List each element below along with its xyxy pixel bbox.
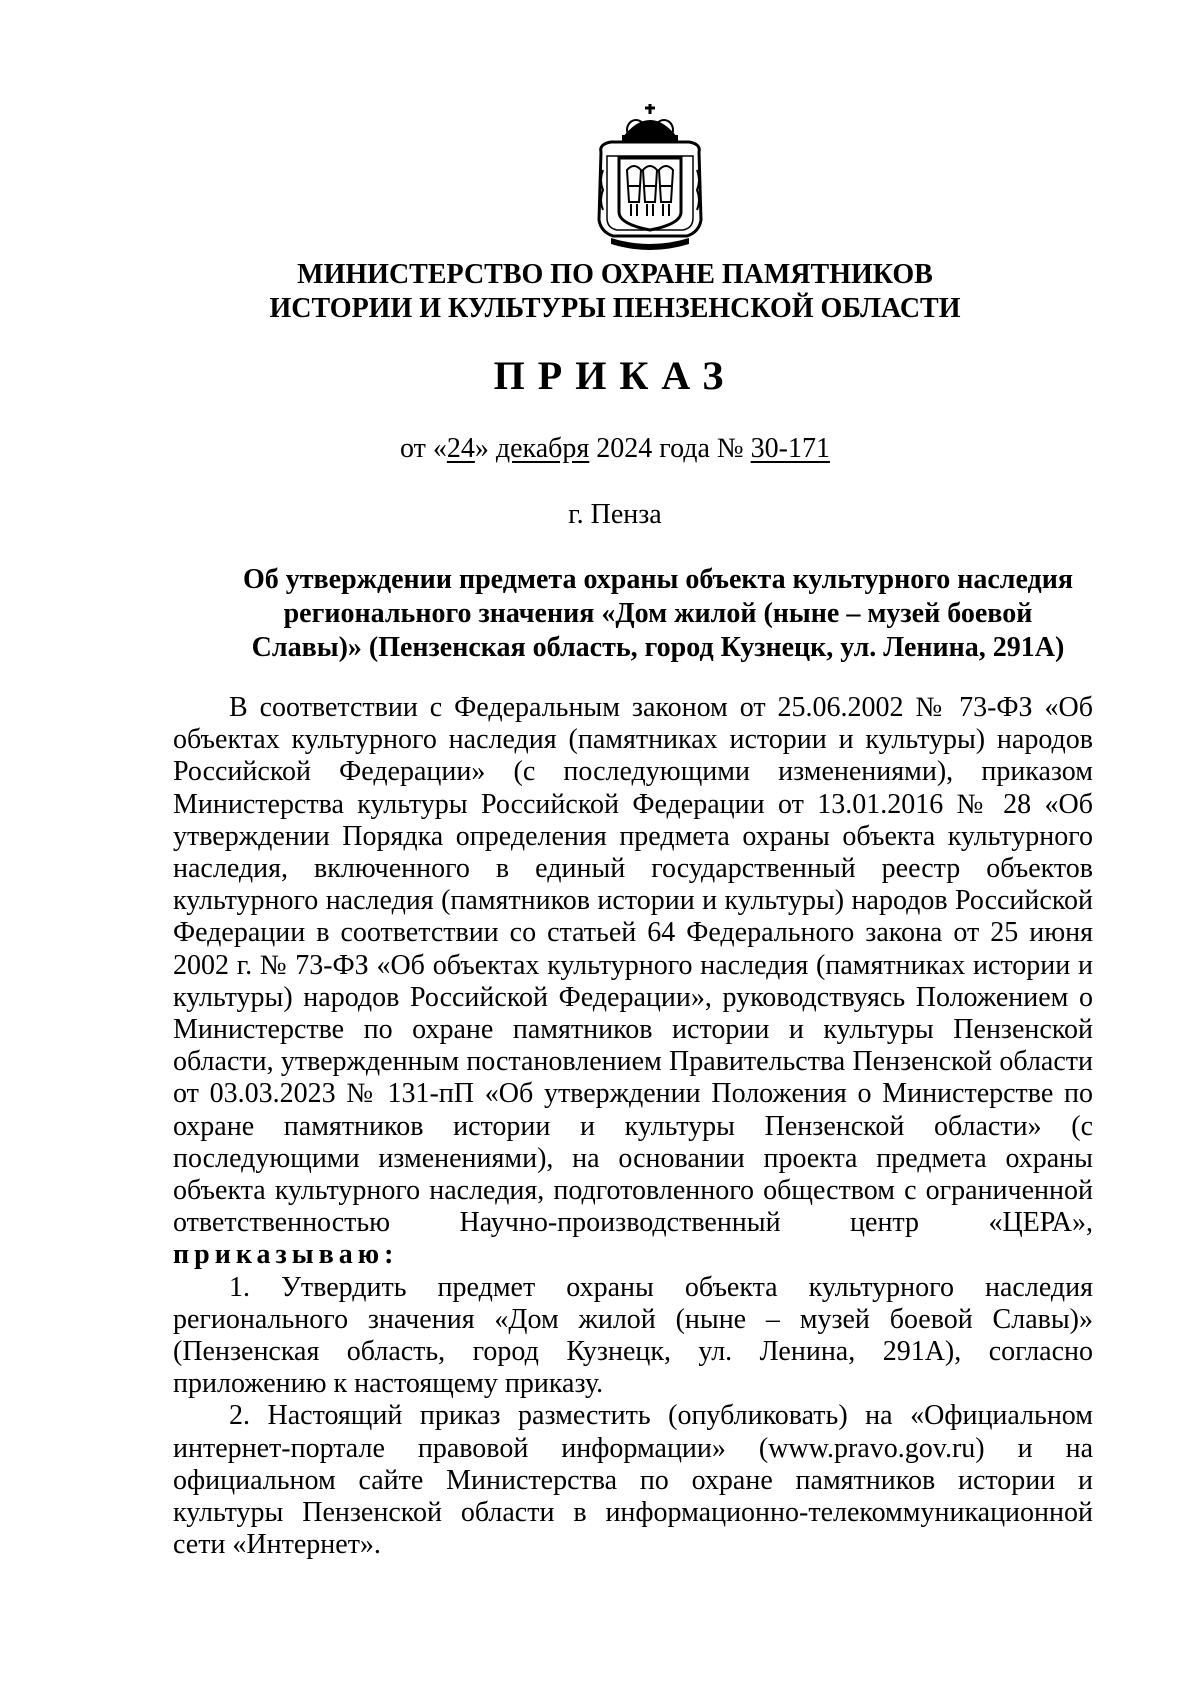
document-city: г. Пенза	[568, 499, 662, 530]
order-word: приказываю:	[173, 1239, 399, 1271]
preamble-text: В соответствии с Федеральным законом от 25.06.2002 № 73-ФЗ «Об объектах культурного наследия (памятниках истории и культуры) народов Российской Федерации» (с последующими изменениями), приказом Министерства культуры Российской Федерации от 13.01.2016 № 28 «Об утверждении Порядка определения предмета охраны объекта культурного наследия, включенного в единый государственный реестр объектов культурного наследия (памятников истории и культуры) народов Российской Федерации в соответствии со статьей 64 Федерального закона от 25 июня 2002 г. № 73-ФЗ «Об объектах культурного наследия (памятниках истории и культуры) народов Российской Федерации», руководствуясь Положением о Министерстве по охране памятников истории и культуры Пензенской области, утвержденным постановлением Правительства Пензенской области от 03.03.2023 № 131-пП «Об утверждении Положения о Министерстве по охране памятников истории и культуры Пензенской области» (с последующими изменениями), на основании проекта предмета охраны объекта культурного наследия, подготовленного обществом с ограниченной ответственностью Научно-производственный центр «ЦЕРА»,	[173, 692, 1093, 1239]
order-item-1: 1. Утвердить предмет охраны объекта культурного наследия регионального значения «Дом жилой (ныне – музей боевой Славы)» (Пензенская область, город Кузнецк, ул. Ленина, 291А), согласно приложению к настоящему приказу.	[173, 1271, 1093, 1400]
ministry-name-line2: ИСТОРИИ И КУЛЬТУРЫ ПЕНЗЕНСКОЙ ОБЛАСТИ	[269, 293, 961, 324]
ministry-name-line1: МИНИСТЕРСТВО ПО ОХРАНЕ ПАМЯТНИКОВ	[297, 259, 933, 290]
ministry-name	[0, 258, 1200, 326]
date-day: 24	[446, 433, 475, 464]
preamble-paragraph	[173, 692, 1093, 1272]
document-number: 30-171	[750, 433, 830, 464]
date-month: декабря	[495, 433, 590, 464]
document-date-number	[0, 432, 1200, 466]
date-year: 2024 года №	[589, 433, 751, 464]
order-item-2: 2. Настоящий приказ разместить (опубликовать) на «Официальном интернет-портале правовой информации» (www.pravo.gov.ru) и на официальном сайте Министерства по охране памятников истории и культуры Пензенской области в информационно-телекоммуникационной сети «Интернет».	[173, 1400, 1093, 1561]
date-sep: »	[474, 433, 496, 464]
document-body	[173, 692, 1093, 1561]
document-subject: Об утверждении предмета охраны объекта культурного наследия регионального значения «Дом жилой (ныне – музей боевой Славы)» (Пензенская область, город Кузнецк, ул. Ленина, 291А)	[243, 564, 1073, 663]
date-prefix: от «	[400, 433, 447, 464]
coat-of-arms-icon	[591, 100, 709, 260]
document-type: ПРИКАЗ	[493, 353, 737, 398]
